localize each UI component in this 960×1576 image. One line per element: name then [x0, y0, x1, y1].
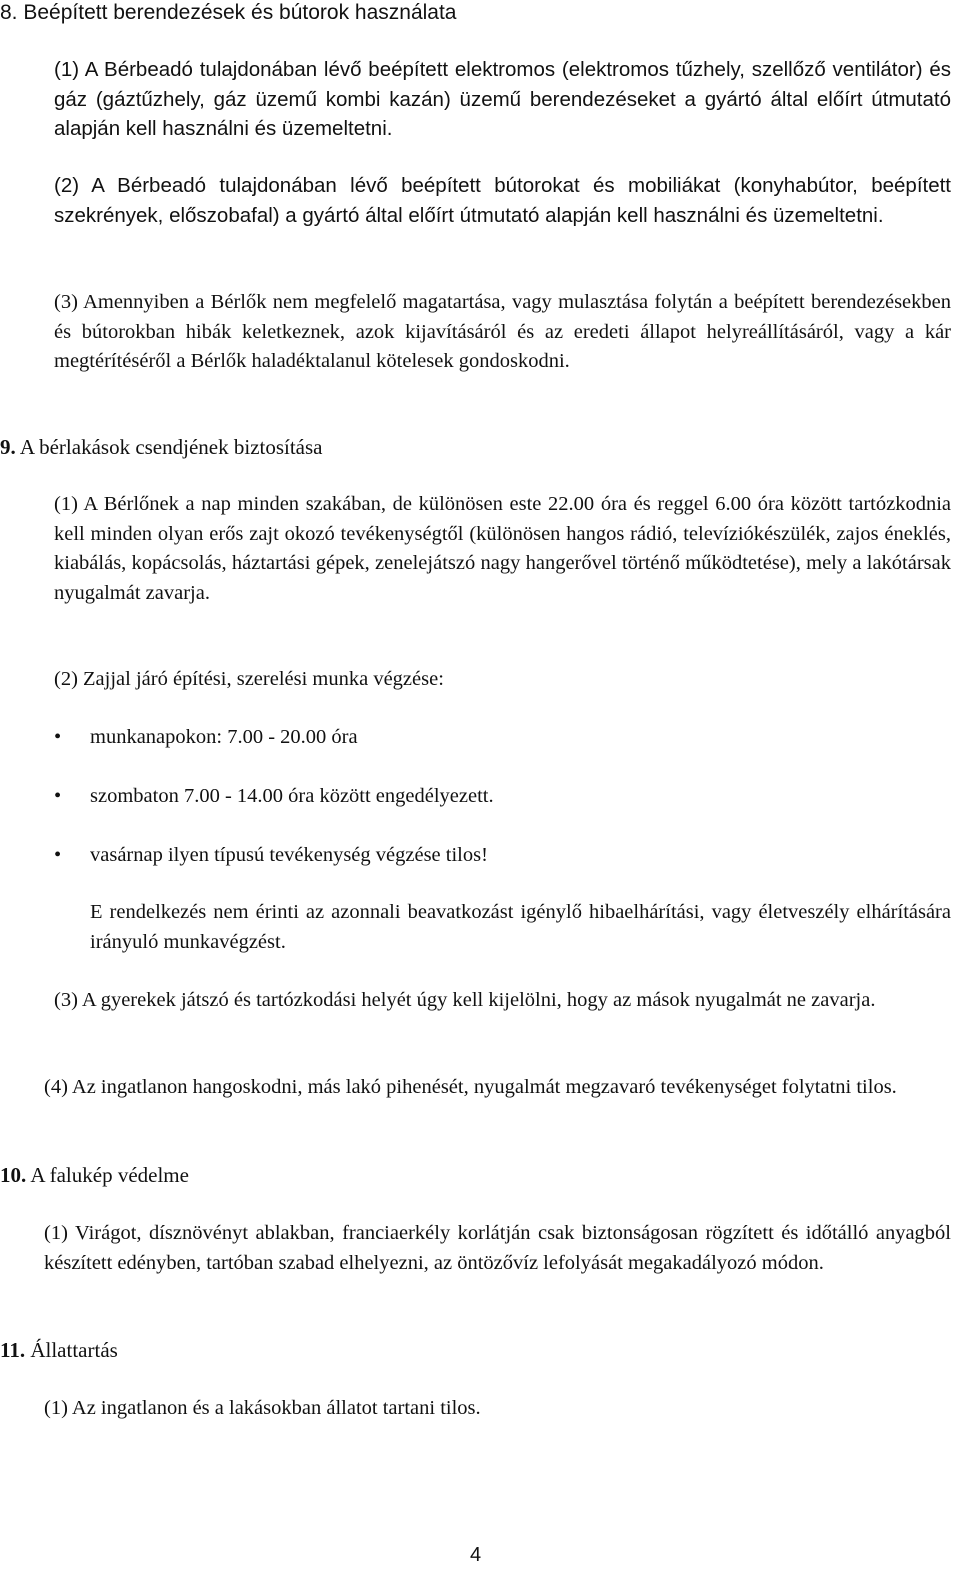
section-10-heading	[0, 1162, 189, 1188]
section-11-paragraph-1: (1) Az ingatlanon és a lakásokban állatot tartani tilos.	[44, 1397, 481, 1419]
section-title: A bérlakások csendjének biztosítása	[19, 435, 323, 459]
section-8-paragraph-2: (2) A Bérbeadó tulajdonában lévő beépített bútorokat és mobiliákat (konyhabútor, beépített szekrények, előszobafal) a gyártó által előírt útmutató alapján kell használni és üzemeltetni.	[54, 174, 951, 227]
section-title: A falukép védelme	[30, 1163, 189, 1187]
section-9-note: E rendelkezés nem érinti az azonnali beavatkozást igénylő hibaelhárítási, vagy életveszély elhárítására irányuló munkavégzést.	[90, 901, 951, 953]
bullet-icon: •	[54, 726, 62, 748]
section-number: 10.	[0, 1163, 27, 1187]
bullet-icon: •	[54, 785, 62, 807]
list-item: szombaton 7.00 - 14.00 óra között engedélyezett.	[90, 785, 494, 807]
section-8-paragraph-1: (1) A Bérbeadó tulajdonában lévő beépített elektromos (elektromos tűzhely, szellőző ventilátor) és gáz (gáztűzhely, gáz üzemű kombi kazán) üzemű berendezéseket a gyártó által előírt útmutató alapján kell használni és üzemeltetni.	[54, 58, 951, 140]
bullet-icon: •	[54, 844, 62, 866]
section-8-paragraph-3: (3) Amennyiben a Bérlők nem megfelelő magatartása, vagy mulasztása folytán a beépített berendezésekben és bútorokban hibák keletkeznek, azok kijavításáról és az eredeti állapot helyreállításáról, vagy a kár megtérítéséről a Bérlők haladéktalanul kötelesek gondoskodni.	[54, 291, 951, 372]
section-9-paragraph-1: (1) A Bérlőnek a nap minden szakában, de különösen este 22.00 óra és reggel 6.00 óra között tartózkodnia kell minden olyan erős zajt okozó tevékenységtől (különösen hangos rádió, televíziókészülék, zajos éneklés, kiabálás, kopácsolás, háztartási gépek, zenelejátszó nagy hangerővel történő működtetése), mely a lakótársak nyugalmát zavarja.	[54, 493, 951, 604]
list-item: munkanapokon: 7.00 - 20.00 óra	[90, 726, 358, 748]
section-number: 9.	[0, 435, 16, 459]
section-number: 8.	[0, 1, 18, 24]
section-title: Állattartás	[30, 1338, 118, 1362]
list-item: vasárnap ilyen típusú tevékenység végzése tilos!	[90, 844, 488, 866]
section-10-paragraph-1: (1) Virágot, dísznövényt ablakban, franciaerkély korlátján csak biztonságosan rögzített és időtálló anyagból készített edényben, tartóban szabad elhelyezni, az öntözővíz lefolyását megakadályozó módon.	[44, 1222, 951, 1274]
section-number: 11.	[0, 1338, 26, 1362]
section-9-paragraph-4: (4) Az ingatlanon hangoskodni, más lakó pihenését, nyugalmát megzavaró tevékenységet folytatni tilos.	[44, 1076, 897, 1098]
section-9-paragraph-3: (3) A gyerekek játszó és tartózkodási helyét úgy kell kijelölni, hogy az mások nyugalmát ne zavarja.	[54, 989, 876, 1011]
section-8-heading	[0, 0, 456, 26]
section-9-heading	[0, 434, 323, 460]
section-9-paragraph-2: (2) Zajjal járó építési, szerelési munka végzése:	[54, 668, 444, 690]
section-title: Beépített berendezések és bútorok használata	[23, 1, 457, 24]
page-number: 4	[470, 1544, 482, 1566]
section-11-heading	[0, 1337, 118, 1363]
